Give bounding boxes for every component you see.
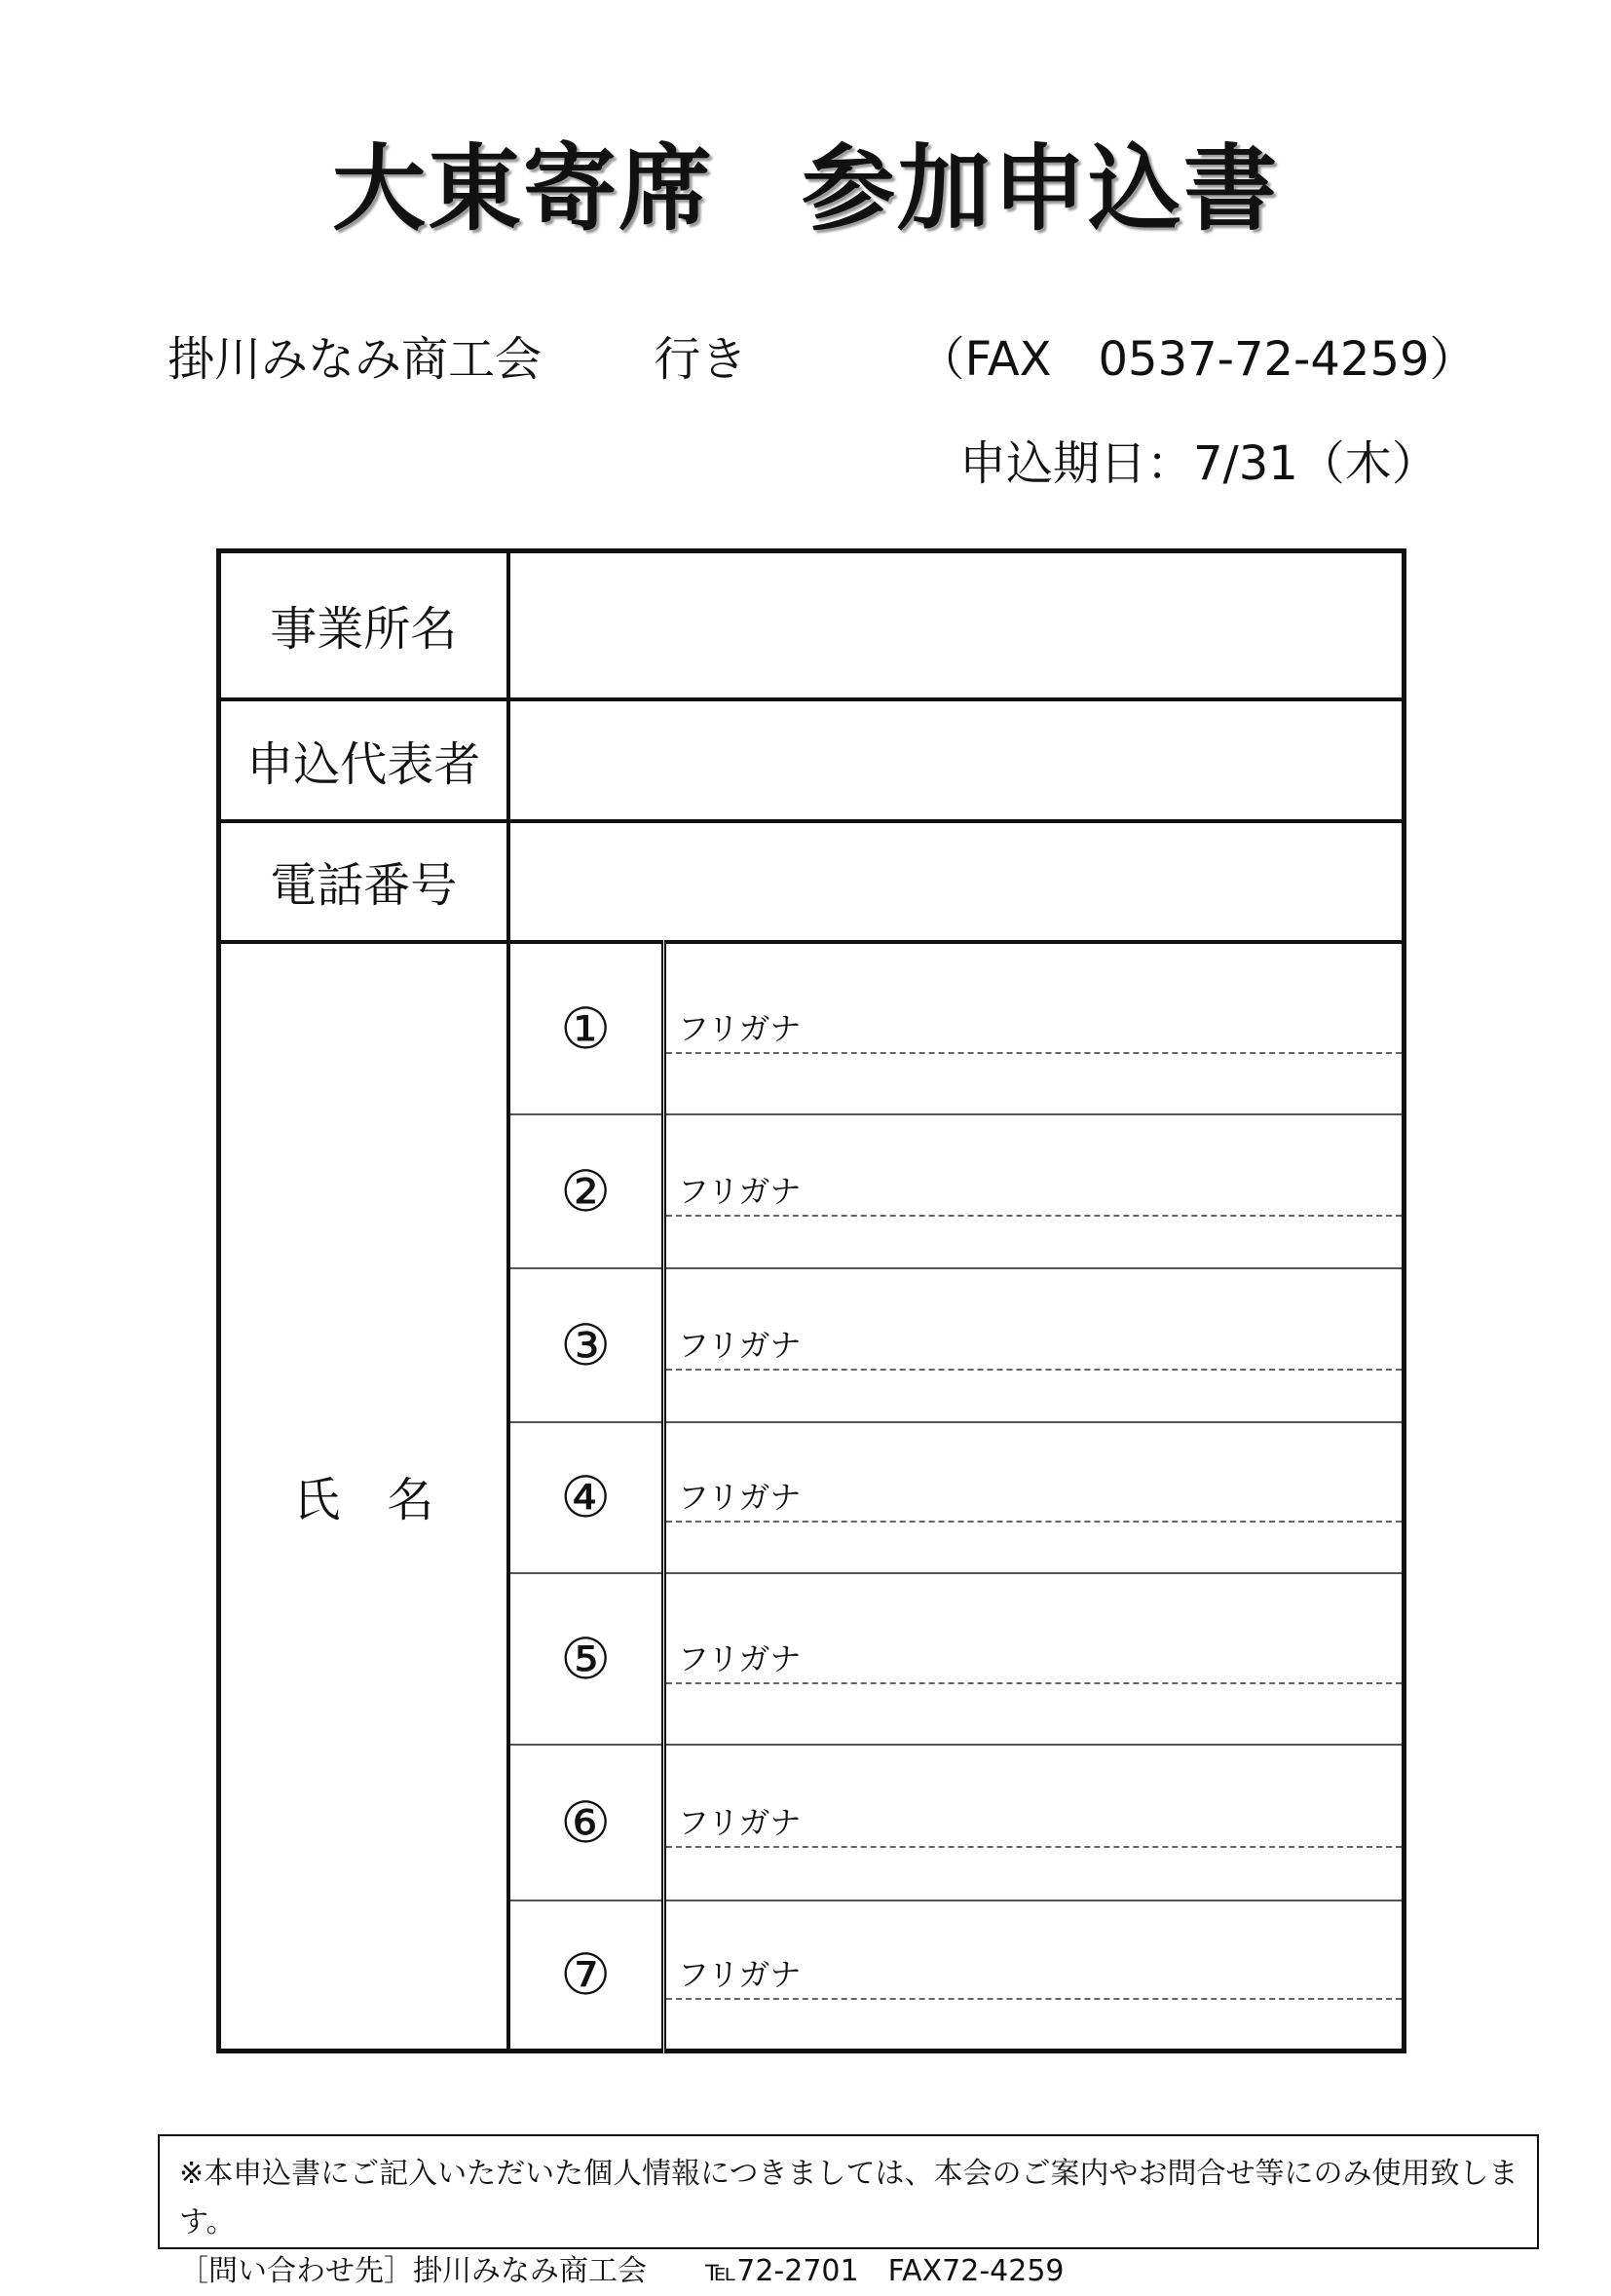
privacy-notice: ※本申込書にご記入いただいた個人情報につきましては、本会のご案内やお問合せ等にのみ使用致します。	[179, 2157, 1518, 2240]
name-label: 氏 名	[219, 942, 508, 2051]
furigana-label: フリガナ	[666, 1797, 1402, 1848]
name-entry-6[interactable]	[664, 1745, 1405, 1901]
entry-number: ③	[508, 1268, 664, 1422]
name-entry-7[interactable]	[664, 1901, 1405, 2051]
contact-line	[179, 2247, 1537, 2296]
deadline: 申込期日：7/31（木）	[959, 436, 1439, 491]
representative-field[interactable]	[508, 699, 1405, 821]
business-name-label: 事業所名	[219, 551, 508, 699]
furigana-label: フリガナ	[666, 1003, 1402, 1054]
furigana-label: フリガナ	[666, 1949, 1402, 2000]
furigana-label: フリガナ	[666, 1166, 1402, 1217]
contact-label: ［問い合わせ先］掛川みなみ商工会	[179, 2254, 647, 2288]
entry-number: ①	[508, 942, 664, 1114]
name-entry-2[interactable]	[664, 1114, 1405, 1268]
entry-number: ⑥	[508, 1745, 664, 1901]
furigana-label: フリガナ	[666, 1634, 1402, 1684]
name-entry-4[interactable]	[664, 1422, 1405, 1573]
contact-tel: ℡72-2701	[705, 2254, 859, 2288]
phone-field[interactable]	[508, 821, 1405, 942]
name-entry-1[interactable]	[664, 942, 1405, 1114]
privacy-notice-box	[158, 2134, 1539, 2288]
contact-fax: FAX72-4259	[887, 2254, 1065, 2288]
entry-number: ④	[508, 1422, 664, 1573]
name-entry-5[interactable]	[664, 1573, 1405, 1745]
form-title	[0, 115, 1611, 248]
recipient-suffix: 行き	[654, 332, 748, 387]
entry-number: ⑦	[508, 1901, 664, 2051]
entry-number: ⑤	[508, 1573, 664, 1745]
recipient-fax: （FAX 0537-72-4259）	[918, 332, 1477, 387]
application-form	[216, 548, 1406, 2053]
furigana-label: フリガナ	[666, 1320, 1402, 1371]
name-entry-3[interactable]	[664, 1268, 1405, 1422]
title-sub: 参加申込書	[802, 134, 1279, 244]
recipient-org: 掛川みなみ商工会	[168, 332, 543, 387]
title-main: 大東寄席	[332, 134, 714, 244]
representative-label: 申込代表者	[219, 699, 508, 821]
entry-number: ②	[508, 1114, 664, 1268]
business-name-field[interactable]	[508, 551, 1405, 699]
recipient-line	[168, 321, 1477, 389]
phone-label: 電話番号	[219, 821, 508, 942]
furigana-label: フリガナ	[666, 1472, 1402, 1523]
